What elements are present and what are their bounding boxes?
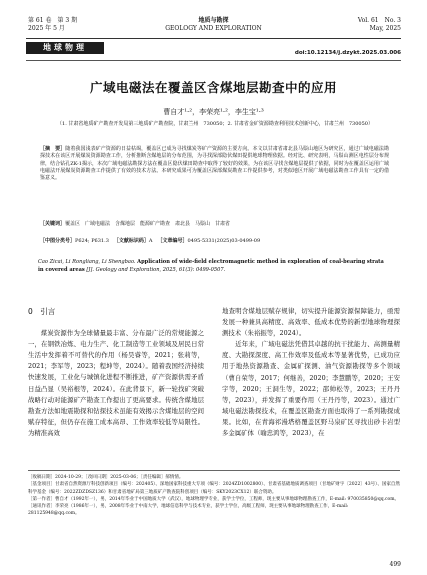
header-rule <box>26 38 401 39</box>
article-no-label: ［文章编号］ <box>157 238 188 244</box>
section-label: 地球物理 <box>26 42 104 54</box>
footnote-first-author: ［第一作者］曹自才（1992年一），男，2014年毕业于中国地质大学（武汉），地球物理学专业，获学士学位，工程师，现主要从事地球物理勘查工作，E-mail: 970035850@qq.com。 <box>28 496 400 502</box>
affiliations: （1. 甘肃省地质矿产勘查开发局第三地质矿产勘查院，甘肃兰州 730050；2. 甘肃省金矿资源勘查利用技术创新中心，甘肃兰州 730050） <box>57 121 373 127</box>
running-header-right <box>358 17 401 33</box>
footnote-funding: ［基金项目］甘肃省自然资源厅科技创新项目（编号：202405）、深地国家科技重大专项（编号：2024ZD1002800）、甘肃省基础地质调查项目（甘地矿财字〔2022〕43号）、国家自然科学基金（编号：2022ZDZDSZ136）和甘肃省地矿局第三地质矿产勘查院科创项目（编号：SKY2023CX12）联合资助。 <box>28 482 400 495</box>
clc-label: ［中图分类号］ <box>40 238 76 244</box>
keywords <box>40 221 389 228</box>
article-title: 广域电磁法在覆盖区含煤地层勘查中的应用 <box>89 80 337 95</box>
citation-source: [J]. Geology and Exploration, 2025, 61(3): 0499-0507. <box>86 266 226 273</box>
keywords-label: ［关键词］ <box>40 221 66 227</box>
journal-name-cn: 地质与勘探 <box>198 17 229 24</box>
section-heading: 0 引言 <box>28 307 56 316</box>
date-en: May, 2025 <box>369 25 401 32</box>
article-no-value: 0495-5331(2025)03-0499-09 <box>187 238 261 244</box>
citation-title: Application of wide-field electromagnetic method in exploration of coal-bearing strata in covered areas <box>38 259 384 273</box>
volume-issue-cn: 第 61 卷 第 3 期 <box>28 17 78 24</box>
body-column-right <box>222 306 400 439</box>
doi[interactable]: doi:10.12134/j.dzykt.2025.03.006 <box>294 50 401 56</box>
abstract-label: ［摘 要］ <box>40 146 66 152</box>
clc-value: P624; P631.3 <box>75 238 109 244</box>
english-citation <box>38 259 390 274</box>
footnotes <box>28 474 400 518</box>
keywords-text: 覆盖区 广域电磁法 含煤地层 能源矿产勘查 肃北县 马鬃山 甘肃省 <box>65 221 231 227</box>
citation-authors: Cao Zicai, Li Rongliang, Li Shengbao. <box>38 259 136 265</box>
doc-code-value: A <box>148 238 153 244</box>
abstract-text: 随着我国浅表矿产资源的日益枯竭，覆盖区已成为寻找煤炭等矿产资源的主要方向。本文以甘肃省肃北县马鬃山地区为研究区，通过广域电磁法勘探技术在该区开展煤炭资源勘查工作，分析推断含煤地层的分布范围，为寻找深部隐伏煤田提供地球物理依据。经对比、研究表明，马鬃山测区电性层分布规律，结合钻孔ZK-1揭示，本次广域电磁法勘探方法在覆盖区隐伏煤田勘查中取得了较好的效果，为在该区寻找含煤地层提供了依据，同时为在覆盖区运用广域电磁法开展煤炭资源勘查工作提供了有效的技术方法。本研究成果可为覆盖区深部煤炭勘查工作提供参考，对类似地区开展广域电磁法勘查工作具有一定的借鉴意义。 <box>40 146 389 182</box>
paragraph-left: 煤炭资源作为全球储量最丰富、分布最广泛的常规能源之一，在钢铁冶炼、电力生产、化工制造等工业领域及居民日常生活中发挥着不可替代的作用（杨昊睿等，2021；张莉等，2021；李军等，2023；程坤等，2024）。随着我国经济持续快速发展，工业化与城镇化进程不断推进，矿产资源供需矛盾日益凸显（吴裕根等，2024）。在此背景下，新一轮找矿突破战略行动对能源矿产勘查工作提出了更高要求。传统含煤地层勘查方法如地震勘探和钻探技术虽能有效揭示含煤地层的空间赋存特征，但仍存在施工成本高昂、工作效率较低等局限性。为精准高效 <box>28 329 204 437</box>
footnote-received: ［收稿日期］2024-10-29；［改回日期］2025-03-06；［责任编辑］郝情情。 <box>28 475 184 480</box>
divider <box>26 60 401 61</box>
journal-name-en: GEOLOGY AND EXPLORATION <box>165 25 262 32</box>
page-number: 499 <box>389 561 401 568</box>
body-column-left <box>28 306 204 439</box>
footnote-corresponding-author: ［通讯作者］李荣亮（1986年一），男，2008年毕业于中南大学，地球信息科学与技术专业，获学士学位，高级工程师，现主要从事地球物理勘查工作，E-mail: 281125948@qq.com。 <box>28 504 349 517</box>
volume-issue-en: Vol. 61 No. 3 <box>357 17 401 24</box>
classification-line <box>40 238 389 245</box>
date-cn: 2025 年 5 月 <box>28 25 65 32</box>
author-list: 曹自才¹·²，李荣亮¹·²，李生宝¹·³ <box>163 108 264 116</box>
paragraph-right: 地查明含煤地层赋存规律，切实提升能源资源保障能力，亟需发展一种兼具高精度、高效率、低成本优势的新型地球物理探测技术（朱裕振等，2024）。 近年来，广域电磁法凭借其卓越的抗干扰能力、高测量精度、大勘探深度、高工作效率及低成本等显著优势，已成功应用于地热资源勘查、金属矿探测、油气资源勘探等多个领域（曹自荣等，2017；何继善，2020；李慧鹏等，2020；王安宇等，2020；王洞生等，2022；邵帅松等，2023；王丹丹等，2023），并发挥了重要作用（王丹丹等，2023）。通过广域电磁法勘探技术，在覆盖区勘查方面也取得了一系列勘探成果。比如，在青海祁漫塔格覆盖区野马泉矿区寻找出砂卡岩型多金属矿体（喻忠鸿等，2023），在 <box>222 307 400 438</box>
abstract <box>40 146 389 182</box>
footnote-rule <box>28 470 400 471</box>
doc-code-label: ［文献标识码］ <box>113 238 149 244</box>
